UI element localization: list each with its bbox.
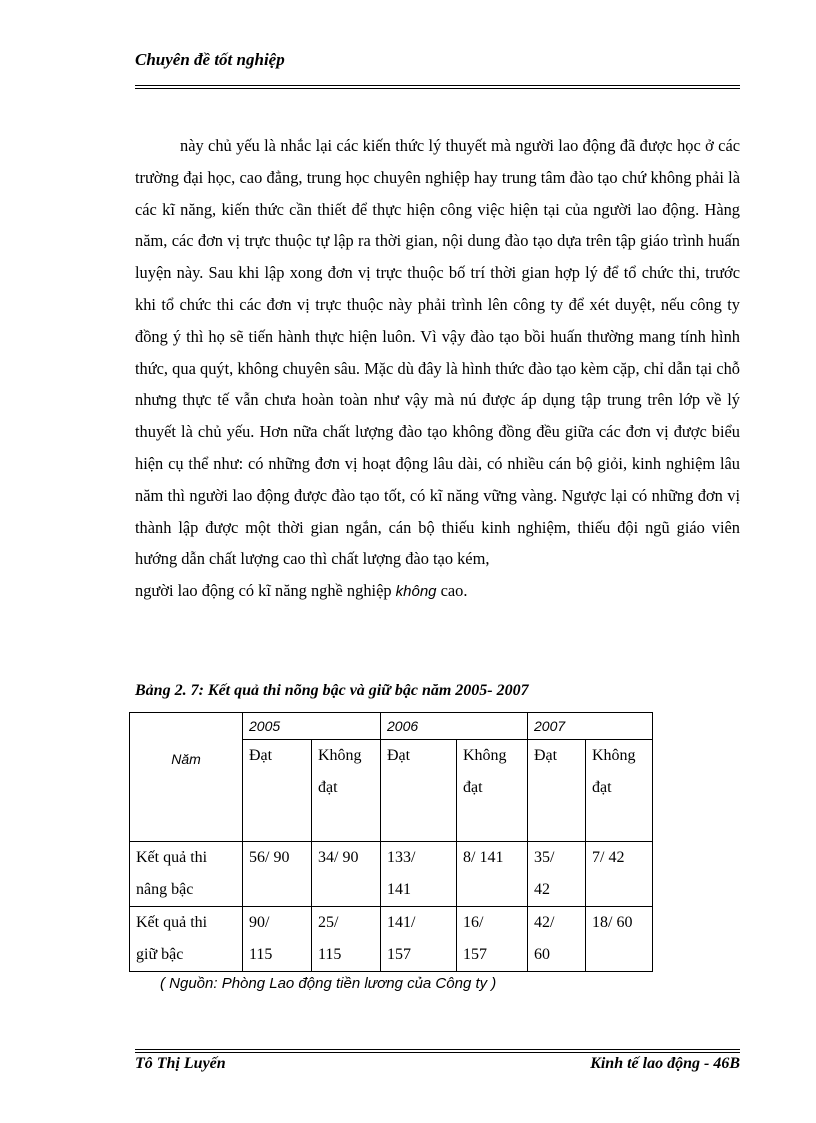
table-cell: 7/ 42 — [586, 842, 653, 907]
subheader-fail: Không đạt — [457, 740, 528, 842]
table-cell: 8/ 141 — [457, 842, 528, 907]
subheader-fail: Không đạt — [312, 740, 381, 842]
footer-author: Tô Thị Luyến — [135, 1055, 226, 1072]
table-source-note: ( Nguồn: Phòng Lao động tiền lương của Công ty ) — [160, 975, 497, 992]
table-cell: 141/ 157 — [381, 907, 457, 972]
body-paragraph: này chủ yếu là nhắc lại các kiến thức lý thuyết mà người lao động đã được học ở các trường đại học, cao đẳng, trung học chuyên nghiệp hay trung tâm đào tạo chứ không phải là các kĩ năng, kiến thức cần thiết để thực hiện công việc hiện tại của người lao động. Hàng năm, các đơn vị trực thuộc tự lập ra thời gian, nội dung đào tạo dựa trên tập giáo trình huấn luyện này. Sau khi lập xong đơn vị trực thuộc bố trí thời gian hợp lý để tổ chức thi, trước khi tổ chức thi các đơn vị trực thuộc này phải trình lên công ty để xét duyệt, nếu công ty đồng ý thì họ sẽ tiến hành thực hiện luôn. Vì vậy đào tạo bồi huấn thường mang tính hình thức, qua quýt, không chuyên sâu. Mặc dù đây là hình thức đào tạo kèm cặp, chỉ dẫn tại chỗ nhưng thực tế vẫn chưa hoàn toàn như vậy mà nú được áp dụng tập trung trên lớp về lý thuyết là chủ yếu. Hơn nữa chất lượng đào tạo không đồng đều giữa các đơn vị được biểu hiện cụ thể như: có những đơn vị hoạt động lâu dài, có nhiều cán bộ giỏi, kinh nghiệm lâu năm thì người lao động được đào tạo tốt, có kĩ năng vững vàng. Ngược lại có những đơn vị thành lập được một thời gian ngắn, cán bộ thiếu kinh nghiệm, thiếu đội ngũ giáo viên hướng dẫn chất lượng cao thì chất lượng đào tạo kém, — [135, 136, 740, 569]
body-text — [135, 130, 740, 608]
row-label-nang-bac: Kết quả thi nâng bậc — [130, 842, 243, 907]
row-label-giu-bac: Kết quả thi giữ bậc — [130, 907, 243, 972]
year-header-2005: 2005 — [243, 713, 381, 740]
table-cell: 56/ 90 — [243, 842, 312, 907]
subheader-pass: Đạt — [243, 740, 312, 842]
year-header-2006: 2006 — [381, 713, 528, 740]
table-cell: 34/ 90 — [312, 842, 381, 907]
year-header-2007: 2007 — [528, 713, 653, 740]
table-cell: 18/ 60 — [586, 907, 653, 972]
table-row — [130, 842, 653, 907]
header-rule — [135, 85, 740, 89]
subheader-fail: Không đạt — [586, 740, 653, 842]
last-line-italic: không — [395, 583, 437, 601]
table-cell: 35/ 42 — [528, 842, 586, 907]
page-header-title: Chuyên đề tốt nghiệp — [135, 50, 285, 69]
table-caption: Bảng 2. 7: Kết quả thi nõng bậc và giữ bậc năm 2005- 2007 — [135, 682, 529, 699]
footer-rule — [135, 1049, 740, 1053]
table-cell: 25/ 115 — [312, 907, 381, 972]
subheader-pass: Đạt — [381, 740, 457, 842]
subheader-pass: Đạt — [528, 740, 586, 842]
body-last-line — [135, 575, 740, 608]
last-line-suffix: cao. — [436, 581, 468, 601]
table-cell: 90/ 115 — [243, 907, 312, 972]
results-table — [129, 712, 653, 972]
table-year-row — [130, 713, 653, 740]
table-cell: 133/ 141 — [381, 842, 457, 907]
last-line-prefix: người lao động có kĩ năng nghề nghiệp — [135, 581, 396, 601]
table-corner-label: Năm — [130, 713, 243, 842]
table-cell: 42/ 60 — [528, 907, 586, 972]
footer-department: Kinh tế lao động - 46B — [590, 1055, 740, 1072]
table-row — [130, 907, 653, 972]
table-cell: 16/ 157 — [457, 907, 528, 972]
